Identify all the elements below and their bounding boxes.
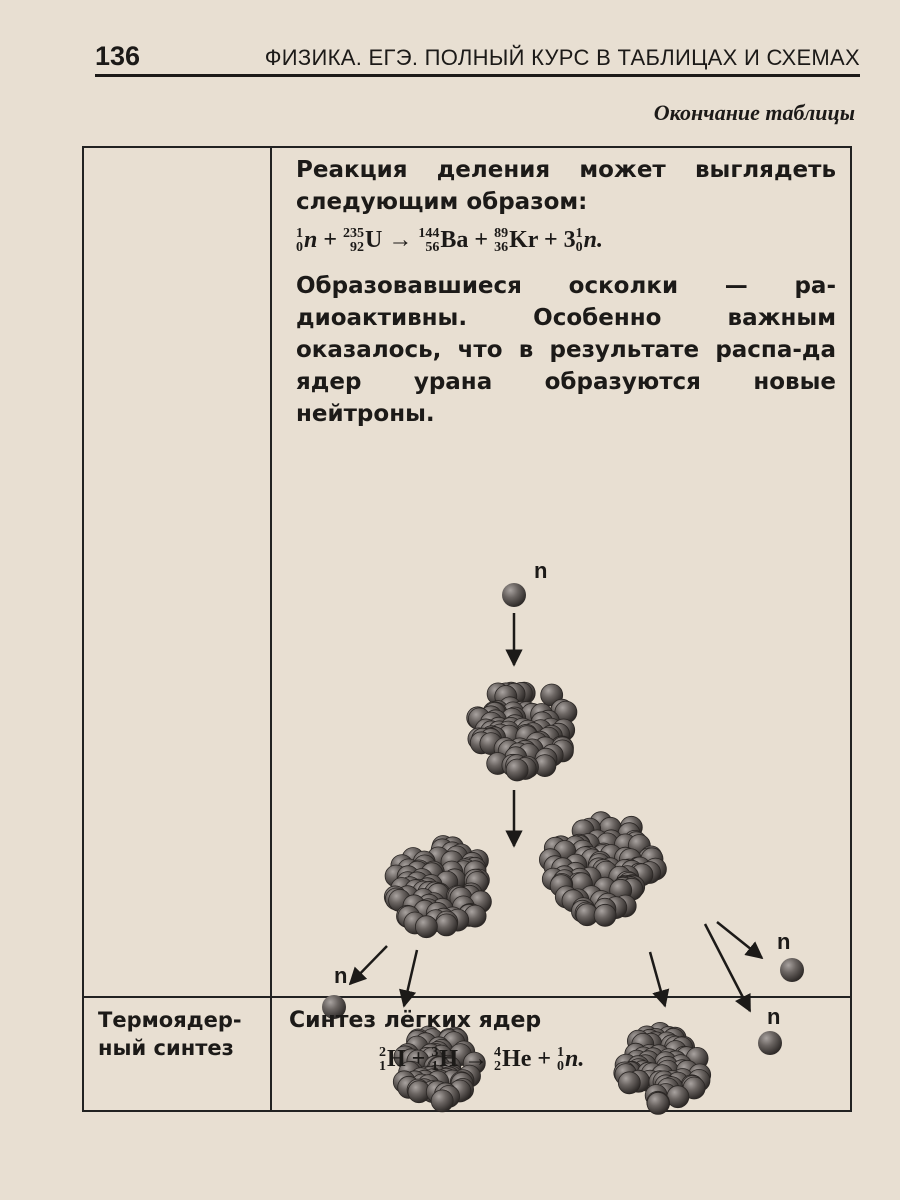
helium-symbol: He <box>502 1046 532 1072</box>
h2-mass: 2 <box>379 1045 386 1061</box>
neutron-label-left: n <box>334 963 348 988</box>
split-nucleus-right <box>539 812 666 927</box>
uranium-symbol: U <box>365 227 383 253</box>
uranium-nucleus <box>467 682 577 781</box>
neutron-label-top: n <box>534 558 548 583</box>
reaction-arrow: → <box>388 227 413 253</box>
barium-symbol: Ba <box>440 227 469 253</box>
n2-charge: 0 <box>575 240 583 256</box>
neutron-symbol: n <box>304 227 318 253</box>
h2-charge: 1 <box>379 1059 386 1075</box>
n-charge: 0 <box>557 1059 565 1075</box>
synthesis-title: Синтез лёгких ядер <box>289 1008 542 1033</box>
h3-charge: 1 <box>431 1059 439 1075</box>
neutron-right-1 <box>780 958 804 982</box>
neutron-label-right-2: n <box>767 1004 781 1029</box>
reaction-arrow: → <box>464 1046 489 1072</box>
ba-charge: 56 <box>425 240 440 256</box>
row-label-thermonuclear: Термоядер-ный синтез <box>98 1008 242 1060</box>
ba-mass: 144 <box>418 226 440 242</box>
nucleon <box>415 916 437 938</box>
nucleon <box>647 1092 669 1114</box>
deuterium-symbol: H <box>387 1046 406 1072</box>
split-nucleus-left <box>384 836 491 938</box>
neutron-label-right-1: n <box>777 929 791 954</box>
nucleon <box>431 1090 453 1112</box>
u-charge: 92 <box>350 240 365 256</box>
tritium-symbol: H <box>439 1046 459 1072</box>
n-mass: 1 <box>296 226 303 242</box>
nucleon <box>506 759 528 781</box>
nucleon <box>618 1072 640 1094</box>
plus-sign: + <box>323 227 338 253</box>
n2-mass: 1 <box>575 226 583 242</box>
page-number: 136 <box>95 41 141 71</box>
arrow-left-neutron <box>350 946 387 984</box>
table-continuation-note: Окончание таблицы <box>653 100 855 125</box>
fission-cell <box>296 154 836 430</box>
synthesis-cell <box>289 1006 829 1074</box>
arrow-right-neutron-1 <box>717 922 762 958</box>
n-mass: 1 <box>557 1045 565 1061</box>
plus-sign: + <box>411 1046 426 1072</box>
running-title: ФИЗИКА. ЕГЭ. ПОЛНЫЙ КУРС В ТАБЛИЦАХ И СХЕМАХ <box>264 45 860 70</box>
krypton-symbol: Kr <box>509 227 538 253</box>
row-divider <box>84 996 850 998</box>
kr-charge: 36 <box>494 240 509 256</box>
fission-equation <box>296 224 836 256</box>
h3-mass: 3 <box>431 1045 439 1061</box>
nucleon <box>594 904 616 926</box>
synthesis-equation <box>379 1044 829 1074</box>
fission-paragraph: Образовавшиеся осколки — ра-диоактивны. Особенно важным оказалось, что в результате распа-да ядер урана образуются новые нейтроны. <box>296 273 836 427</box>
nucleon <box>667 1086 689 1108</box>
nucleon <box>435 914 457 936</box>
he-charge: 2 <box>494 1059 502 1075</box>
page-header <box>95 38 860 77</box>
plus-three: + 3 <box>543 227 576 253</box>
plus-sign: + <box>474 227 489 253</box>
neutron-symbol: n. <box>565 1046 585 1072</box>
he-mass: 4 <box>494 1045 502 1061</box>
physics-table <box>82 146 852 1112</box>
n-charge: 0 <box>296 240 303 256</box>
neutron-symbol: n. <box>583 227 604 253</box>
kr-mass: 89 <box>494 226 509 242</box>
u-mass: 235 <box>343 226 365 242</box>
fission-intro: Реакция деления может выглядеть следующим образом: <box>296 157 836 215</box>
neutron-incoming <box>502 583 526 607</box>
plus-sign: + <box>537 1046 552 1072</box>
